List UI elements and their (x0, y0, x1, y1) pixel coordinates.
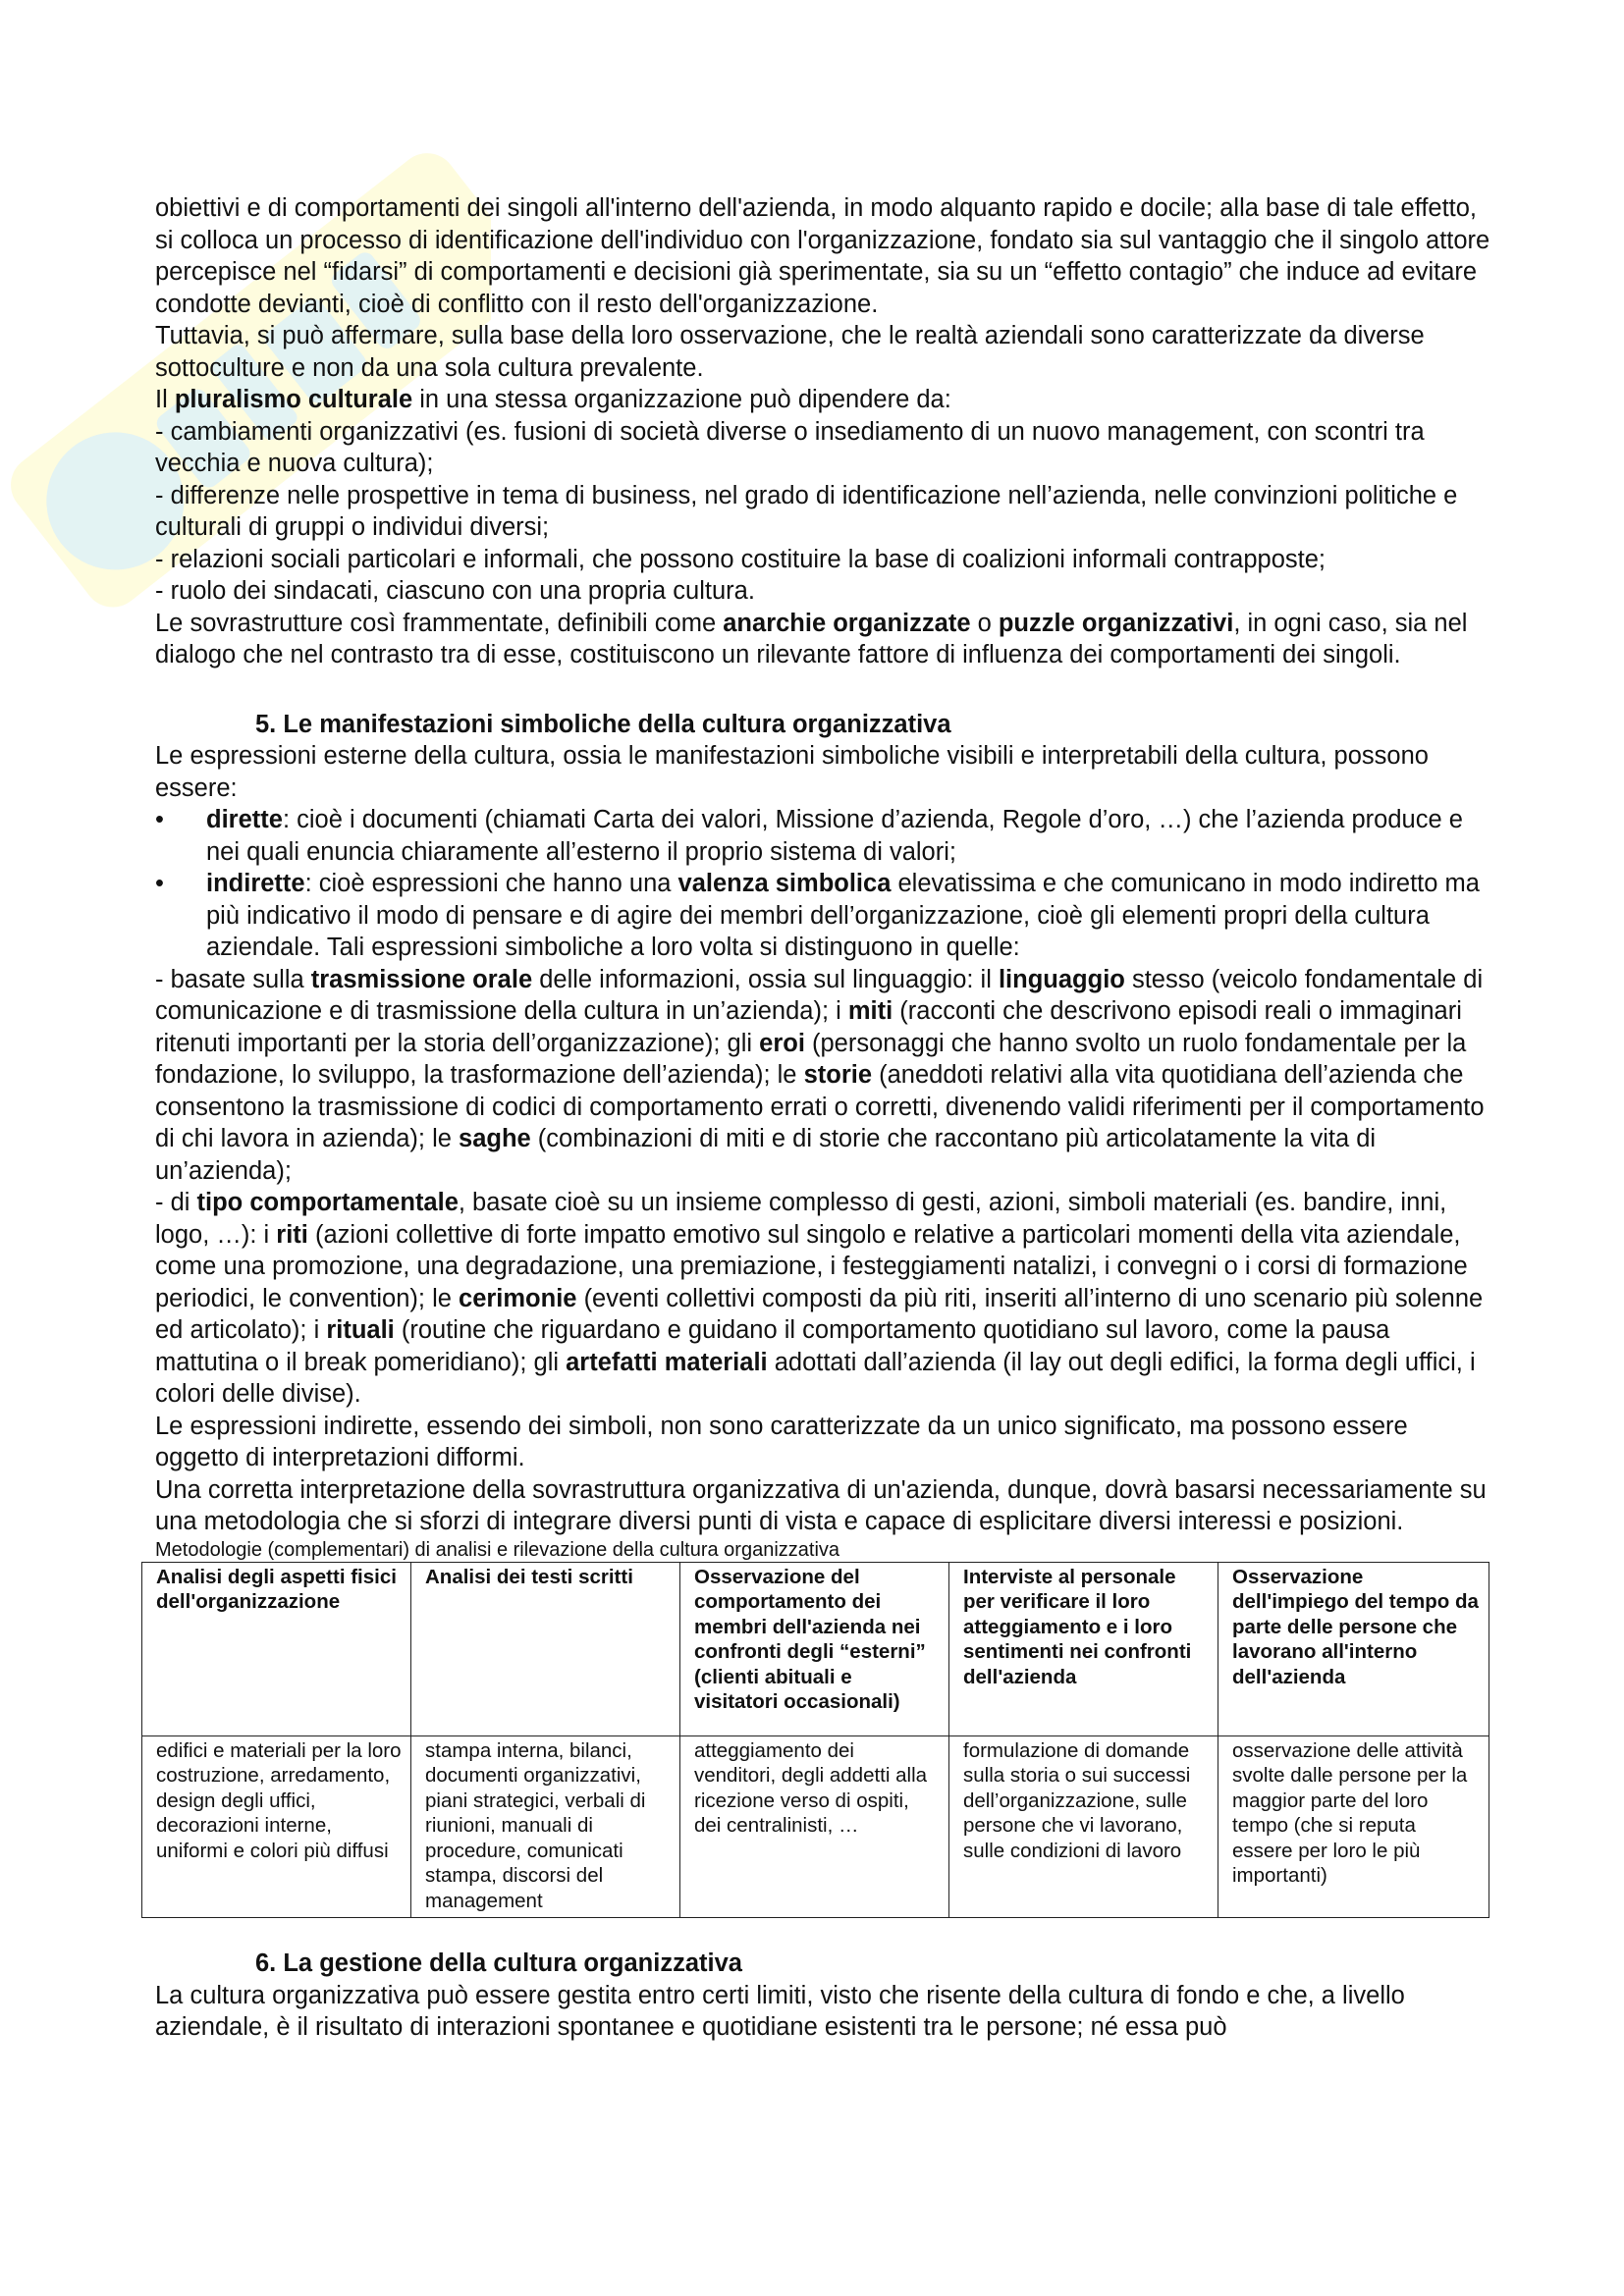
table-row (142, 1735, 1489, 1918)
section-5-title: 5. Le manifestazioni simboliche della cultura organizzativa (255, 710, 951, 738)
table-caption: Metodologie (complementari) di analisi e rilevazione della cultura organizzativa (155, 1538, 840, 1561)
section-5-intro: Le espressioni esterne della cultura, ossia le manifestazioni simboliche visibili e interpretabili della cultura, possono essere: (155, 742, 1429, 802)
bullet-indirect: • indirette: cioè espressioni che hanno una valenza simbolica elevatissima e che comunicano in modo indiretto ma più indicativo il modo di pensare e di agire dei membri dell’organizzazione, cioè gli elementi propri della cultura aziendale. Tali espressioni simboliche a loro volta si distinguono in quelle: (155, 868, 1490, 964)
table-cell: stampa interna, bilanci, documenti organizzativi, piani strategici, verbali di riunioni, manuali di procedure, comunicati stampa, discorsi del management (411, 1735, 680, 1918)
paragraph-oral-transmission: - basate sulla trasmissione orale delle informazioni, ossia sul linguaggio: il linguaggio stesso (veicolo fondamentale di comunicazione e di trasmissione della cultura in un’azienda); i miti (racconti che descrivono episodi reali o immaginari ritenuti importanti per la storia dell’organizzazione); gli eroi (personaggi che hanno svolto un ruolo fondamentale per la fondazione, lo sviluppo, la trasformazione dell’azienda); le storie (aneddoti relativi alla vita quotidiana dell’azienda che consentono la trasmissione di codici di comportamento errati o corretti, divenendo validi riferimenti per il comportamento di chi lavora in azienda); le saghe (combinazioni di miti e di storie che raccontano più articolatamente la vita di un’azienda); (155, 965, 1485, 1185)
table-cell: atteggiamento dei venditori, degli addetti alla ricezione verso di ospiti, dei centralinisti, … (680, 1735, 949, 1918)
table-header-cell: Osservazione del comportamento dei membri dell'azienda nei confronti degli “esterni” (clienti abituali e visitatori occasionali) (680, 1562, 949, 1735)
paragraph-objectives: obiettivi e di comportamenti dei singoli all'interno dell'azienda, in modo alquanto rapido e docile; alla base di tale effetto, si colloca un processo di identificazione dell'individuo con l'organizzazione, fondato sia sul vantaggio che il singolo attore percepisce nel “fidarsi” di comportamenti e decisioni già sperimentate, sia su un “effetto contagio” che induce ad evitare condotte devianti, cioè di conflitto con il resto dell'organizzazione. (155, 194, 1490, 318)
paragraph-indirect-expressions: Le espressioni indirette, essendo dei simboli, non sono caratterizzate da un unico significato, ma possono essere oggetto di interpretazioni difformi. (155, 1412, 1408, 1471)
table-cell: osservazione delle attività svolte dalle persone per la maggior parte del loro tempo (che si reputa essere per loro le più importanti) (1218, 1735, 1489, 1918)
table-cell: edifici e materiali per la loro costruzione, arredamento, design degli uffici, decorazioni interne, uniformi e colori più diffusi (142, 1735, 411, 1918)
table-header-cell: Analisi degli aspetti fisici dell'organizzazione (142, 1562, 411, 1735)
table-header-cell: Analisi dei testi scritti (411, 1562, 680, 1735)
list-item: - cambiamenti organizzativi (es. fusioni di società diverse o insediamento di un nuovo management, con scontri tra vecchia e nuova cultura); (155, 417, 1425, 477)
paragraph-subcultures: Tuttavia, si può affermare, sulla base della loro osservazione, che le realtà aziendali sono caratterizzate da diverse sottoculture e non da una sola cultura prevalente. (155, 322, 1425, 382)
table-header-cell: Osservazione dell'impiego del tempo da parte delle persone che lavorano all'interno dell'azienda (1218, 1562, 1489, 1735)
paragraph-correct-interpretation: Una corretta interpretazione della sovrastruttura organizzativa di un'azienda, dunque, dovrà basarsi necessariamente su una metodologia che si sforzi di integrare diversi punti di vista e capace di esplicitare diversi interessi e posizioni. (155, 1475, 1487, 1535)
table-header-cell: Interviste al personale per verificare il loro atteggiamento e i loro sentimenti nei confronti dell'azienda (949, 1562, 1218, 1735)
methodology-table (141, 1562, 1489, 1919)
paragraph-pluralism-intro: Il pluralismo culturale in una stessa organizzazione può dipendere da: (155, 386, 951, 413)
table-cell: formulazione di domande sulla storia o sui successi dell’organizzazione, sulle persone che vi lavorano, sulle condizioni di lavoro (949, 1735, 1218, 1918)
list-item: - ruolo dei sindacati, ciascuno con una propria cultura. (155, 577, 755, 605)
bullet-direct: • dirette: cioè i documenti (chiamati Carta dei valori, Missione d’azienda, Regole d’oro, …) che l’azienda produce e nei quali enuncia chiaramente all’esterno il proprio sistema di valori; (155, 804, 1490, 868)
section-6-text: La cultura organizzativa può essere gestita entro certi limiti, visto che risente della cultura di fondo e che, a livello aziendale, è il risultato di interazioni spontanee e quotidiane esistenti tra le persone; né essa può (155, 1981, 1405, 2041)
paragraph-anarchies: Le sovrastrutture così frammentate, definibili come anarchie organizzate o puzzle organizzativi, in ogni caso, sia nel dialogo che nel contrasto tra di esse, costituiscono un rilevante fattore di influenza dei comportamenti dei singoli. (155, 609, 1468, 668)
list-item: - differenze nelle prospettive in tema di business, nel grado di identificazione nell’azienda, nelle convinzioni politiche e culturali di gruppi o individui diversi; (155, 481, 1458, 541)
paragraph-behavioural: - di tipo comportamentale, basate cioè su un insieme complesso di gesti, azioni, simboli materiali (es. bandire, inni, logo, …): i riti (azioni collettive di forte impatto emotivo sul singolo e relative a particolari momenti della vita aziendale, come una promozione, una degradazione, una premiazione, i festeggiamenti natalizi, i convegni o i corsi di formazione periodici, le convention); le cerimonie (eventi collettivi composti da più riti, inseriti all’interno di uno scenario più solenne ed articolato); i rituali (routine che riguardano e guidano il comportamento quotidiano sul lavoro, come la pausa mattutina o il break pomeridiano); gli artefatti materiali adottati dall’azienda (il lay out degli edifici, la forma degli uffici, i colori delle divise). (155, 1189, 1484, 1408)
list-item: - relazioni sociali particolari e informali, che possono costituire la base di coalizioni informali contrapposte; (155, 545, 1326, 573)
document-page (155, 192, 1490, 2044)
table-header-row (142, 1562, 1489, 1735)
section-6-title: 6. La gestione della cultura organizzativa (255, 1949, 742, 1977)
